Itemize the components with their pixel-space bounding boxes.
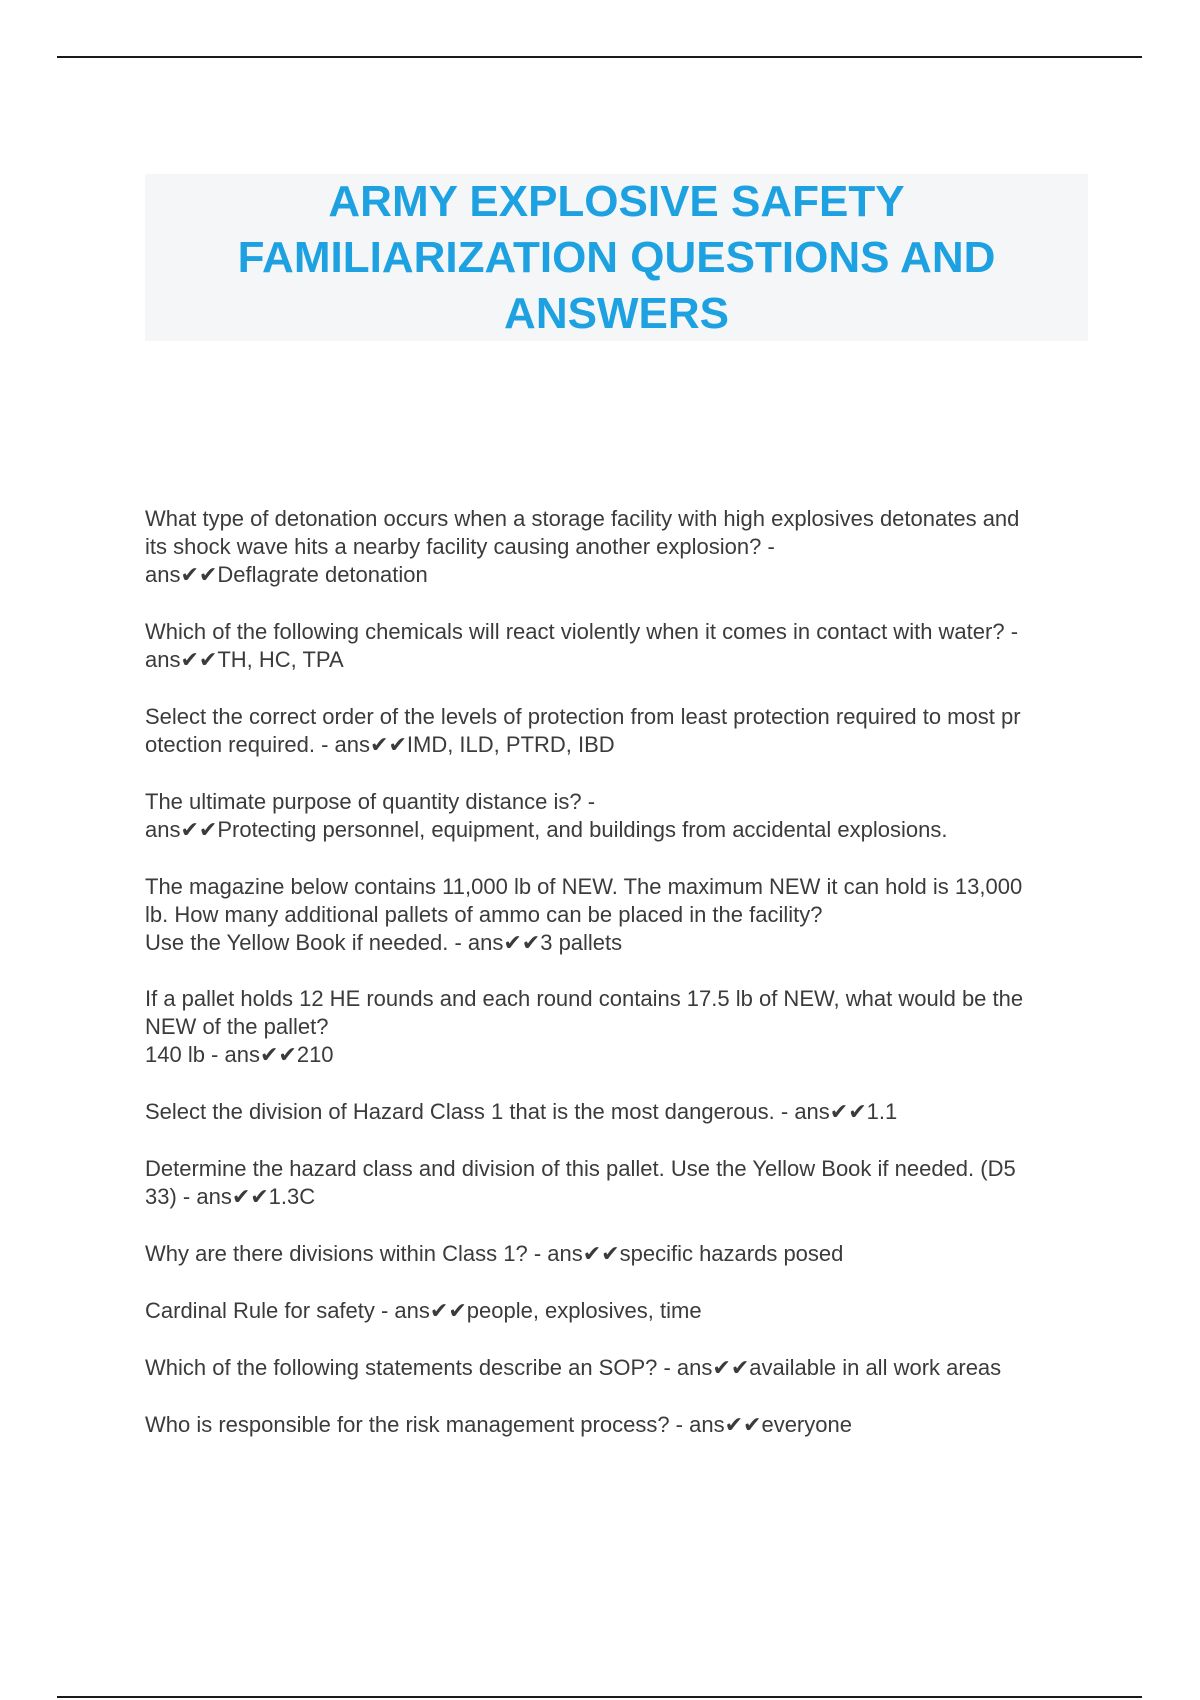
qa-item: If a pallet holds 12 HE rounds and each round contains 17.5 lb of NEW, what would be the NEW of the pallet? 140 lb - ans✔✔210 — [145, 986, 1024, 1067]
footer-rule — [57, 1696, 1142, 1698]
qa-item: Who is responsible for the risk management process? - ans✔✔everyone — [145, 1412, 852, 1437]
qa-item: The magazine below contains 11,000 lb of NEW. The maximum NEW it can hold is 13,000 lb. How many additional pallets of ammo can be placed in the facility? Use the Yellow Book if needed. - ans✔✔3 pallets — [145, 874, 1023, 955]
qa-item: Select the division of Hazard Class 1 that is the most dangerous. - ans✔✔1.1 — [145, 1099, 898, 1124]
qa-item: Select the correct order of the levels of protection from least protection required to most pr otection required. - ans✔✔IMD, ILD, PTRD, IBD — [145, 704, 1021, 757]
qa-item: The ultimate purpose of quantity distance is? - ans✔✔Protecting personnel, equipment, and buildings from accidental explosions. — [145, 789, 948, 842]
qa-item: Determine the hazard class and division of this pallet. Use the Yellow Book if needed. (D5 33) - ans✔✔1.3C — [145, 1156, 1016, 1209]
title-banner — [145, 174, 1088, 341]
document-title: ARMY EXPLOSIVE SAFETY FAMILIARIZATION QUESTIONS AND ANSWERS — [237, 176, 996, 338]
qa-item: Cardinal Rule for safety - ans✔✔people, explosives, time — [145, 1298, 702, 1323]
header-rule — [57, 56, 1142, 58]
qa-item: What type of detonation occurs when a storage facility with high explosives detonates and its shock wave hits a nearby facility causing another explosion? - ans✔✔Deflagrate detonation — [145, 506, 1020, 587]
qa-item: Which of the following statements describe an SOP? - ans✔✔available in all work areas — [145, 1355, 1002, 1380]
qa-item: Which of the following chemicals will react violently when it comes in contact with water? - ans✔✔TH, HC, TPA — [145, 619, 1019, 672]
qa-item: Why are there divisions within Class 1? - ans✔✔specific hazards posed — [145, 1241, 844, 1266]
